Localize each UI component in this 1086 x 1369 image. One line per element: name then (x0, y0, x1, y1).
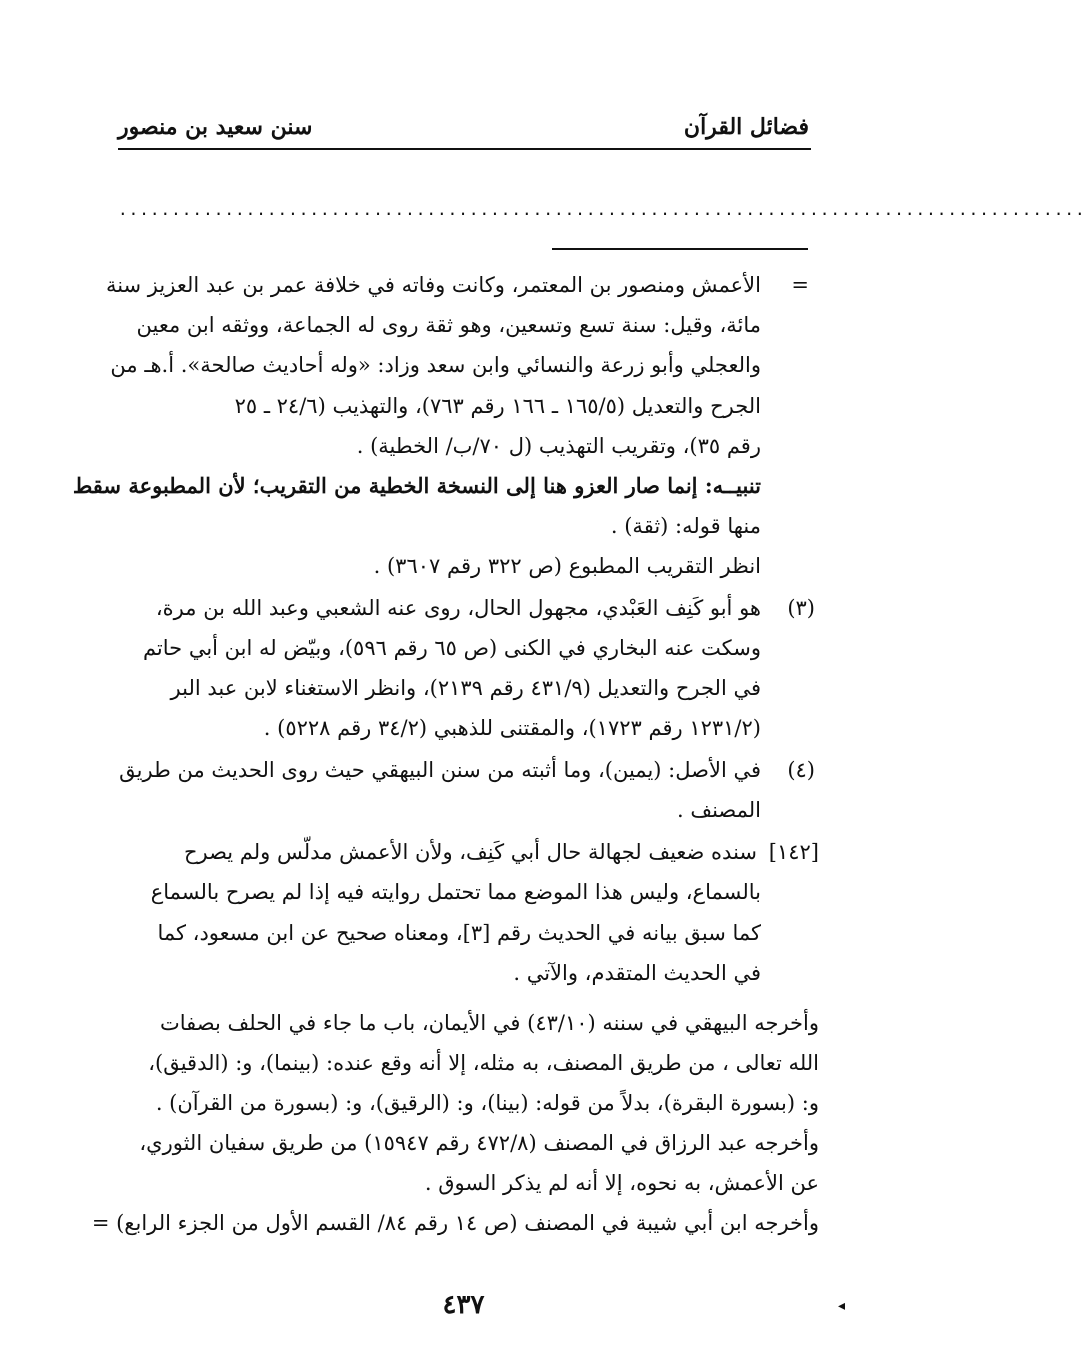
paragraph-line: وأخرجه البيهقي في سننه (٤٣/١٠) في الأيمان، باب ما جاء في الحلف بصفات (160, 1011, 819, 1035)
header-rule (118, 148, 811, 150)
running-head-chapter: فضائل القرآن (683, 114, 809, 140)
footnote-rule (552, 248, 808, 250)
paragraph-line: الله تعالى ، من طريق المصنف، به مثله، إلا أنه وقع عنده: (بينما)، و: (الدقيق)، (148, 1051, 819, 1075)
hadith-number: [١٤٢] (768, 840, 819, 864)
paragraph-line: وأخرجه عبد الرزاق في المصنف (٤٧٢/٨ رقم ١٥٩٤٧) من طريق سفيان الثوري، (139, 1131, 819, 1155)
commentary-line: سنده ضعيف لجهالة حال أبي كَنِف، ولأن الأعمش مدلّس ولم يصرح (183, 840, 757, 864)
footnote-note-label: تنبيــه: إنما صار العزو هنا إلى النسخة الخطية من التقريب؛ لأن المطبوعة سقط (72, 473, 761, 498)
footnote-line: رقم ٣٥)، وتقريب التهذيب (ل ٧٠/ب/ الخطية) . (356, 434, 761, 458)
paragraph-line: و: (بسورة البقرة)، بدلاً من قوله: (بينا)، و: (الرقيق)، و: (بسورة من القرآن) . (155, 1091, 819, 1115)
footnote-marker: = (791, 273, 809, 297)
commentary-line: بالسماع، وليس هذا الموضع مما تحتمل روايته فيه إذا لم يصرح بالسماع (150, 880, 761, 904)
footnote-line: في الجرح والتعديل (٤٣١/٩ رقم ٢١٣٩)، وانظر الاستغناء لابن عبد البر (170, 676, 761, 700)
footnote-line: في الأصل: (يمين)، وما أثبته من سنن البيهقي حيث روى الحديث من طريق (119, 758, 761, 782)
dotted-separator: ........................................................................................... (118, 200, 1086, 219)
page-number: ٤٣٧ (442, 1290, 485, 1320)
footnote-line: انظر التقريب المطبوع (ص ٣٢٢ رقم ٣٦٠٧) . (373, 554, 761, 578)
footnote-line: منها قوله: (ثقة) . (610, 514, 761, 538)
footnote-marker: (٣) (787, 596, 815, 620)
footnote-line: الأعمش ومنصور بن المعتمر، وكانت وفاته في خلافة عمر بن عبد العزيز سنة (105, 273, 761, 297)
footnote-line: وسكت عنه البخاري في الكنى (ص ٦٥ رقم ٥٩٦)، وبيّض له ابن أبي حاتم (142, 636, 761, 660)
commentary-line: كما سبق بيانه في الحديث رقم [٣]، ومعناه صحيح عن ابن مسعود، كما (157, 921, 761, 945)
paragraph-line: وأخرجه ابن أبي شيبة في المصنف (ص ١٤ رقم ٨٤/ القسم الأول من الجزء الرابع) = (91, 1211, 819, 1235)
paragraph-line: عن الأعمش، به نحوه، إلا أنه لم يذكر السوق . (424, 1171, 819, 1195)
footnote-line: مائة، وقيل: سنة تسع وتسعين، وهو ثقة روى له الجماعة، ووثقه ابن معين (136, 313, 761, 337)
corner-mark: ◂ (838, 1298, 846, 1314)
footnote-marker: (٤) (787, 758, 815, 782)
commentary-line: في الحديث المتقدم، والآتي . (513, 961, 761, 985)
running-head-book: سنن سعيد بن منصور (118, 114, 313, 140)
footnote-line: (١٢٣١/٢ رقم ١٧٢٣)، والمقتنى للذهبي (٣٤/٢ رقم ٥٢٢٨) . (263, 716, 761, 740)
footnote-line: والعجلي وأبو زرعة والنسائي وابن سعد وزاد: «وله أحاديث صالحة». أ.هـ من (110, 353, 761, 377)
footnote-line: المصنف . (676, 798, 761, 822)
footnote-line: الجرح والتعديل (١٦٥/٥ ـ ١٦٦ رقم ٧٦٣)، والتهذيب (٢٤/٦ ـ ٢٥ (234, 394, 761, 418)
footnote-line: هو أبو كَنِف العَبْدي، مجهول الحال، روى عنه الشعبي وعبد الله بن مرة، (155, 596, 761, 620)
